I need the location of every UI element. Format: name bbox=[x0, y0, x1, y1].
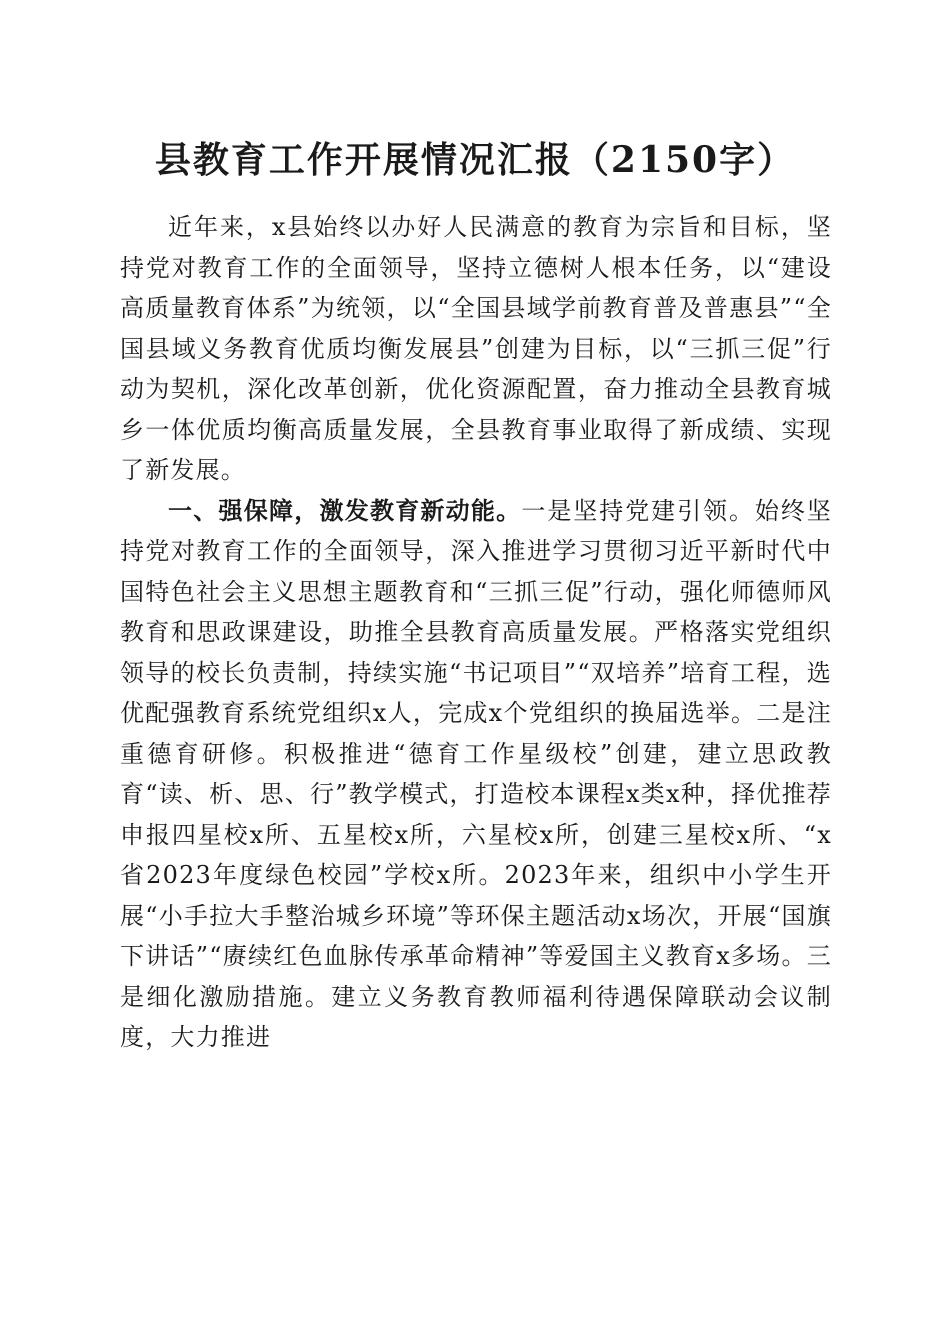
intro-paragraph bbox=[120, 207, 832, 491]
section-1-paragraph bbox=[120, 491, 832, 1058]
document-title: 县教育工作开展情况汇报（2150字） bbox=[154, 139, 796, 181]
section-1-text: 一是坚持党建引领。始终坚持党对教育工作的全面领导，深入推进学习贯彻习近平新时代中国特色社会主义思想主题教育和“三抓三促”行动，强化师德师风教育和思政课建设，助推全县教育高质量发展。严格落实党组织领导的校长负责制，持续实施“书记项目”“双培养”培育工程，选优配强教育系统党组织x人，完成x个党组织的换届选举。二是注重德育研修。积极推进“德育工作星级校”创建，建立思政教育“读、析、思、行”教学模式，打造校本课程x类x种，择优推荐申报四星校x所、五星校x所，六星校x所，创建三星校x所、“x省2023年度绿色校园”学校x所。2023年来，组织中小学生开展“小手拉大手整治城乡环境”等环保主题活动x场次，开展“国旗下讲话”“赓续红色血脉传承革命精神”等爱国主义教育x多场。三是细化激励措施。建立义务教育教师福利待遇保障联动会议制度，大力推进 bbox=[120, 496, 833, 1051]
document-body bbox=[120, 207, 832, 1058]
intro-paragraph-text: 近年来，x县始终以办好人民满意的教育为宗旨和目标，坚持党对教育工作的全面领导，坚持立德树人根本任务，以“建设高质量教育体系”为统领，以“全国县域学前教育普及普惠县”“全国县域义务教育优质均衡发展县”创建为目标，以“三抓三促”行动为契机，深化改革创新，优化资源配置，奋力推动全县教育城乡一体优质均衡高质量发展，全县教育事业取得了新成绩、实现了新发展。 bbox=[120, 213, 832, 484]
section-1-heading: 一、强保障，激发教育新动能。 bbox=[168, 496, 522, 525]
